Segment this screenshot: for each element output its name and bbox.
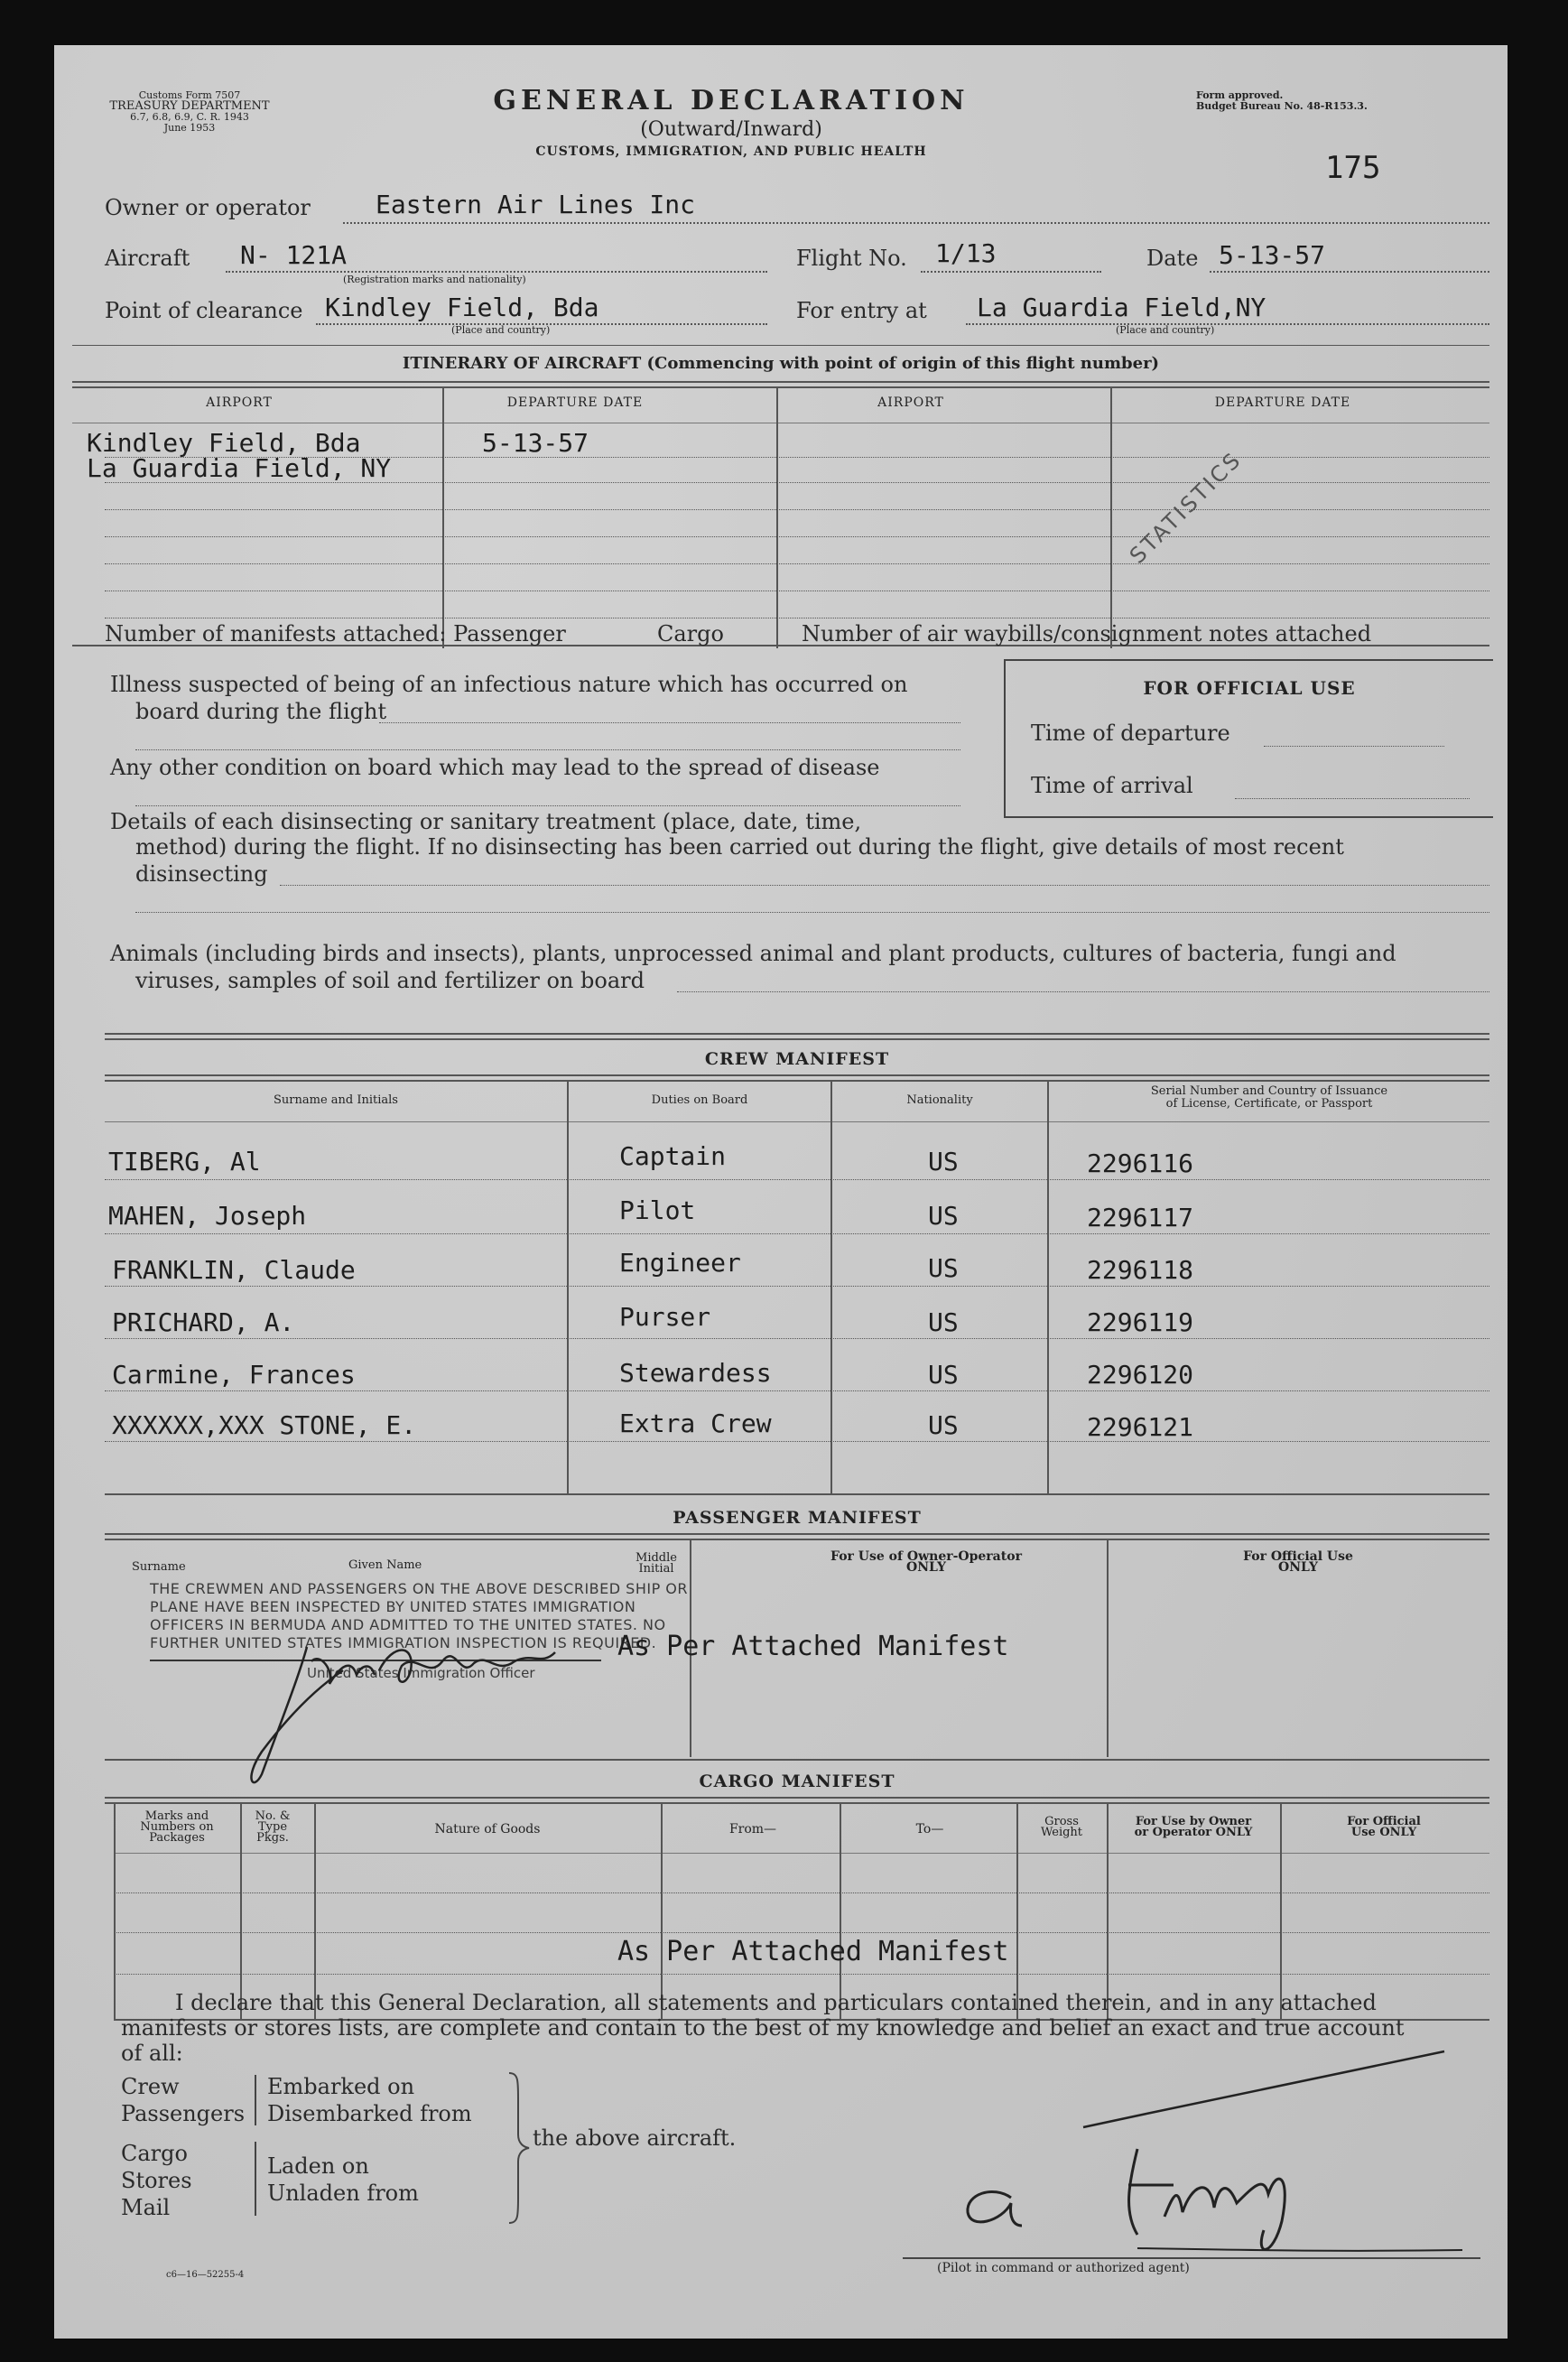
owner-value: Eastern Air Lines Inc [376, 190, 696, 219]
passenger-manifest-title: PASSENGER MANIFEST [673, 1508, 922, 1528]
crew-row-5-duty: Stewardess [619, 1358, 772, 1388]
details-text-2: method) during the flight. If no disinsecting has been carried out during the flight, give details of most recent [135, 834, 1344, 860]
form-subtitle: (Outward/Inward) [640, 118, 822, 141]
form-title: GENERAL DECLARATION [493, 85, 970, 116]
pilot-note: (Pilot in command or authorized agent) [937, 2261, 1190, 2275]
approval-info: Form approved. Budget Bureau No. 48-R153.3. [1196, 89, 1368, 112]
manifests-label: Number of manifests attached: Passenger [105, 621, 566, 646]
declaration-text-3: of all: [121, 2041, 183, 2066]
date-label: Date [1146, 246, 1199, 271]
crew-row-6-duty: Extra Crew [619, 1409, 772, 1438]
immigration-stamp: THE CREWMEN AND PASSENGERS ON THE ABOVE DESCRIBED SHIP OR PLANE HAVE BEEN INSPECTED BY UNITED STATES IMMIGRATION OFFICERS IN BERMUDA AND ADMITTED TO THE UNITED STATES. NO FURTHER UNITED STATES IMMIGRATION INSPECTION IS REQUIRED. [150, 1580, 689, 1651]
aircraft-label: Aircraft [105, 246, 190, 271]
crew-row-1-name: TIBERG, Al [108, 1147, 261, 1176]
crew-row-3-duty: Engineer [619, 1248, 741, 1278]
illness-text-1: Illness suspected of being of an infectious nature which has occurred on [110, 672, 908, 697]
cargo-header-pkgs: No. & Type Pkgs. [255, 1809, 291, 1845]
declaration-brace [506, 2071, 533, 2225]
crew-row-1-serial: 2296116 [1087, 1148, 1194, 1178]
cargo-per-manifest: As Per Attached Manifest [617, 1936, 1009, 1967]
crew-header-serial: Serial Number and Country of Issuance of License, Certificate, or Passport [1150, 1084, 1388, 1111]
aircraft-note: (Registration marks and nationality) [343, 274, 526, 285]
crew-row-3-nat: US [928, 1253, 959, 1283]
flight-value: 1/13 [935, 238, 997, 268]
crew-row-1-duty: Captain [619, 1141, 727, 1171]
pax-header-given: Given Name [348, 1558, 422, 1572]
declaration-laden: Laden on Unladen from [267, 2153, 419, 2206]
crew-row-2-nat: US [928, 1201, 959, 1231]
form-subtitle-2: CUSTOMS, IMMIGRATION, AND PUBLIC HEALTH [535, 144, 927, 159]
cargo-header-to: To— [915, 1822, 944, 1837]
entry-value: La Guardia Field,NY [977, 293, 1266, 322]
crew-row-6-nat: US [928, 1410, 959, 1440]
itinerary-airport-1: Kindley Field, Bda [87, 428, 361, 458]
form-title-block [469, 85, 993, 159]
crew-row-3-serial: 2296118 [1087, 1255, 1194, 1285]
crew-row-5-serial: 2296120 [1087, 1360, 1194, 1390]
crew-row-4-duty: Purser [619, 1302, 711, 1332]
owner-label: Owner or operator [105, 195, 311, 220]
cargo-header-marks: Marks and Numbers on Packages [140, 1809, 214, 1845]
clearance-note: (Place and country) [451, 324, 551, 336]
crew-row-2-serial: 2296117 [1087, 1203, 1194, 1232]
crew-row-5-nat: US [928, 1360, 959, 1390]
crew-row-4-serial: 2296119 [1087, 1307, 1194, 1337]
crew-row-2-name: MAHEN, Joseph [108, 1201, 307, 1231]
official-use-title: FOR OFFICIAL USE [1143, 677, 1356, 699]
cargo-manifest-title: CARGO MANIFEST [699, 1772, 895, 1791]
cargo-label: Cargo [657, 621, 724, 646]
statistics-stamp: STATISTICS [1125, 446, 1248, 569]
page-number: 175 [1325, 150, 1381, 186]
pax-header-middle: Middle Initial [636, 1551, 677, 1576]
waybills-label: Number of air waybills/consignment notes attached [802, 621, 1372, 646]
immigration-officer-signature [235, 1598, 614, 1797]
entry-note: (Place and country) [1116, 324, 1215, 336]
cargo-header-owner-use: For Use by Owner or Operator ONLY [1134, 1815, 1253, 1839]
crew-row-4-name: PRICHARD, A. [112, 1307, 295, 1337]
crew-row-4-nat: US [928, 1307, 959, 1337]
itinerary-header-airport-1: AIRPORT [206, 395, 273, 410]
declaration-cargo-stores-mail: Cargo Stores Mail [121, 2141, 192, 2220]
crew-header-nationality: Nationality [906, 1093, 973, 1107]
other-condition-text: Any other condition on board which may lead to the spread of disease [110, 755, 880, 780]
itinerary-title: ITINERARY OF AIRCRAFT (Commencing with point of origin of this flight number) [402, 354, 1160, 373]
cargo-header-from: From— [728, 1822, 777, 1837]
itinerary-airport-2: La Guardia Field, NY [87, 453, 392, 483]
crew-row-1-nat: US [928, 1147, 959, 1176]
declaration-text-1: I declare that this General Declaration, all statements and particulars contained therein, and in any attached [175, 1990, 1377, 2015]
details-text-3: disinsecting [135, 861, 268, 887]
pax-header-surname: Surname [132, 1560, 186, 1574]
crew-row-6-serial: 2296121 [1087, 1412, 1194, 1442]
footer-code: c6—16—52255-4 [166, 2270, 245, 2280]
declaration-embarked: Embarked on Disembarked from [267, 2074, 472, 2126]
animals-text-1: Animals (including birds and insects), plants, unprocessed animal and plant products, cultures of bacteria, fungi and [110, 941, 1396, 966]
declaration-above-aircraft: the above aircraft. [533, 2125, 737, 2151]
date-value: 5-13-57 [1219, 240, 1326, 270]
crew-header-surname: Surname and Initials [274, 1093, 398, 1107]
declaration-text-2: manifests or stores lists, are complete and contain to the best of my knowledge and belief an exact and true account [121, 2015, 1405, 2041]
itinerary-header-date-2: DEPARTURE DATE [1214, 395, 1351, 410]
itinerary-header-airport-2: AIRPORT [877, 395, 944, 410]
details-text-1: Details of each disinsecting or sanitary treatment (place, date, time, [110, 809, 862, 834]
clearance-value: Kindley Field, Bda [325, 293, 599, 322]
flight-label: Flight No. [796, 246, 907, 271]
time-of-arrival-label: Time of arrival [1031, 773, 1193, 798]
crew-row-3-name: FRANKLIN, Claude [112, 1255, 356, 1285]
clearance-label: Point of clearance [105, 298, 303, 323]
aircraft-value: N- 121A [240, 240, 348, 270]
immigration-officer-label: United States Immigration Officer [307, 1665, 535, 1681]
official-use-box [1004, 659, 1493, 818]
cargo-header-weight: Gross Weight [1040, 1815, 1083, 1839]
crew-row-2-duty: Pilot [619, 1195, 696, 1225]
declaration-crew-passengers: Crew Passengers [121, 2074, 246, 2126]
pilot-signature [867, 2050, 1462, 2284]
entry-label: For entry at [796, 298, 927, 323]
cargo-header-nature: Nature of Goods [434, 1822, 541, 1837]
pax-header-official-use: For Official Use ONLY [1243, 1549, 1353, 1575]
itinerary-date-1: 5-13-57 [482, 428, 589, 458]
crew-manifest-title: CREW MANIFEST [704, 1049, 890, 1069]
animals-text-2: viruses, samples of soil and fertilizer on board [135, 968, 645, 993]
pax-per-manifest: As Per Attached Manifest [617, 1631, 1009, 1662]
cargo-header-official-use: For Official Use ONLY [1347, 1815, 1421, 1839]
illness-text-2: board during the flight [135, 699, 387, 724]
pax-header-owner-use: For Use of Owner-Operator ONLY [830, 1549, 1022, 1575]
itinerary-header-date-1: DEPARTURE DATE [506, 395, 644, 410]
declaration-form [54, 45, 1508, 2339]
time-of-departure-label: Time of departure [1031, 721, 1230, 746]
customs-form-info: Customs Form 7507 TREASURY DEPARTMENT 6.7, 6.8, 6.9, C. R. 1943 June 1953 [109, 89, 270, 134]
crew-row-5-name: Carmine, Frances [112, 1360, 356, 1390]
crew-row-6-name: XXXXXX,XXX STONE, E. [112, 1410, 417, 1440]
crew-header-duties: Duties on Board [651, 1093, 748, 1107]
